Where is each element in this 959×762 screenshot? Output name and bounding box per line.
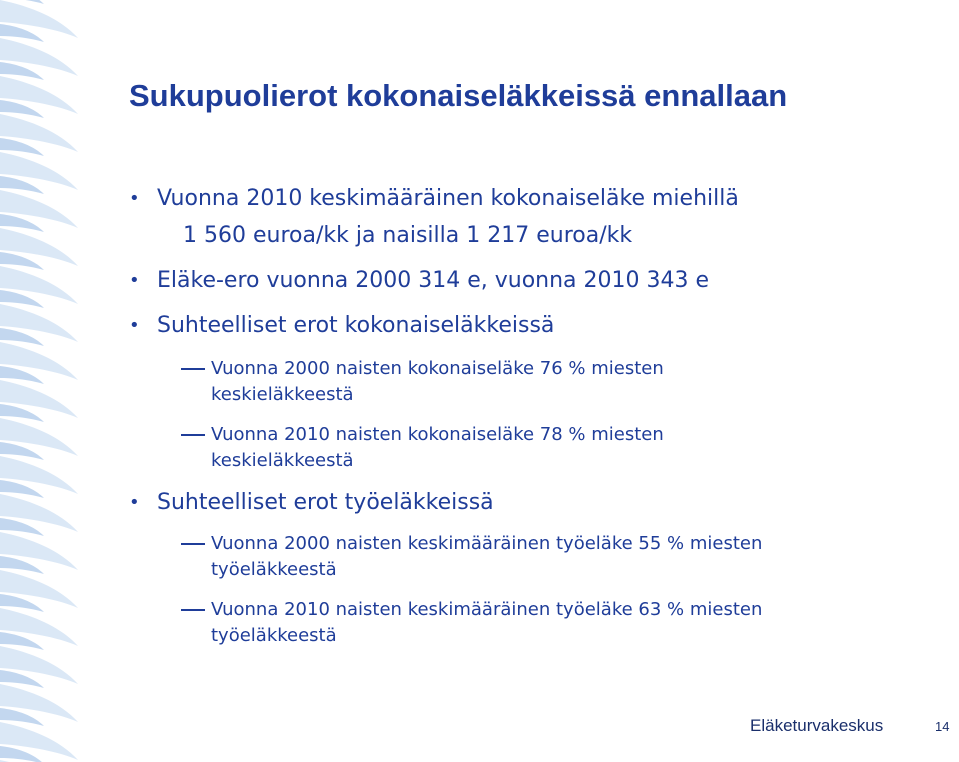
footer-organization: Eläketurvakeskus: [750, 716, 884, 735]
slide-title: Sukupuolierot kokonaiseläkkeissä ennallaan: [129, 78, 788, 113]
wave-accent: [0, 442, 44, 460]
bullet-item: [129, 262, 929, 299]
sub-bullet-item: [129, 597, 929, 649]
bullet-text-continued: 1 560 euroa/kk ja naisilla 1 217 euroa/kk: [183, 223, 633, 248]
sub-bullet-item: [129, 531, 929, 583]
wave-accent: [0, 670, 44, 688]
dash-icon: [181, 368, 205, 370]
wave-accent: [0, 366, 44, 384]
sub-bullet-text-continued: keskieläkkeestä: [211, 450, 354, 471]
bullet-dot-icon: •: [129, 188, 140, 209]
bullet-dot-icon: •: [129, 315, 140, 336]
bullet-text: Eläke-ero vuonna 2000 314 e, vuonna 2010 343 e: [157, 268, 710, 293]
sub-bullet-item: [129, 422, 929, 474]
bullet-item: [129, 180, 929, 254]
bullet-dot-icon: •: [129, 492, 140, 513]
decorative-wave-pattern: [0, 0, 100, 762]
bullet-text: Vuonna 2010 keskimääräinen kokonaiseläke miehillä: [157, 186, 739, 211]
wave-accent: [0, 214, 44, 232]
wave-accent: [0, 138, 44, 156]
wave-accent: [0, 480, 44, 498]
wave-accent: [0, 290, 44, 308]
sub-bullet-text-continued: työeläkkeestä: [211, 559, 337, 580]
wave-accent: [0, 176, 44, 194]
wave-accent: [0, 100, 44, 118]
dash-icon: [181, 543, 205, 545]
bullet-item: [129, 484, 929, 521]
wave-accent: [0, 24, 44, 42]
wave-accent: [0, 632, 44, 650]
bullet-item: [129, 307, 929, 344]
wave-accent: [0, 62, 44, 80]
bullet-dot-icon: •: [129, 270, 140, 291]
bullet-text: Suhteelliset erot työeläkkeissä: [157, 490, 494, 515]
sub-bullet-item: [129, 356, 929, 408]
sub-bullet-text: Vuonna 2000 naisten keskimääräinen työeläke 55 % miesten: [211, 533, 763, 554]
wave-accent: [0, 556, 44, 574]
bullet-text: Suhteelliset erot kokonaiseläkkeissä: [157, 313, 555, 338]
bullet-list: [129, 180, 929, 663]
wave-accent: [0, 594, 44, 612]
sub-bullet-text: Vuonna 2010 naisten kokonaiseläke 78 % miesten: [211, 424, 664, 445]
page-number: 14: [935, 719, 950, 734]
dash-icon: [181, 609, 205, 611]
dash-icon: [181, 434, 205, 436]
sub-bullet-text-continued: työeläkkeestä: [211, 625, 337, 646]
wave-accent: [0, 518, 44, 536]
sub-bullet-text: Vuonna 2010 naisten keskimääräinen työeläke 63 % miesten: [211, 599, 763, 620]
wave-accent: [0, 328, 44, 346]
wave-accent: [0, 252, 44, 270]
sub-bullet-text: Vuonna 2000 naisten kokonaiseläke 76 % miesten: [211, 358, 664, 379]
wave-accent: [0, 708, 44, 726]
sub-bullet-text-continued: keskieläkkeestä: [211, 384, 354, 405]
wave-accent: [0, 404, 44, 422]
